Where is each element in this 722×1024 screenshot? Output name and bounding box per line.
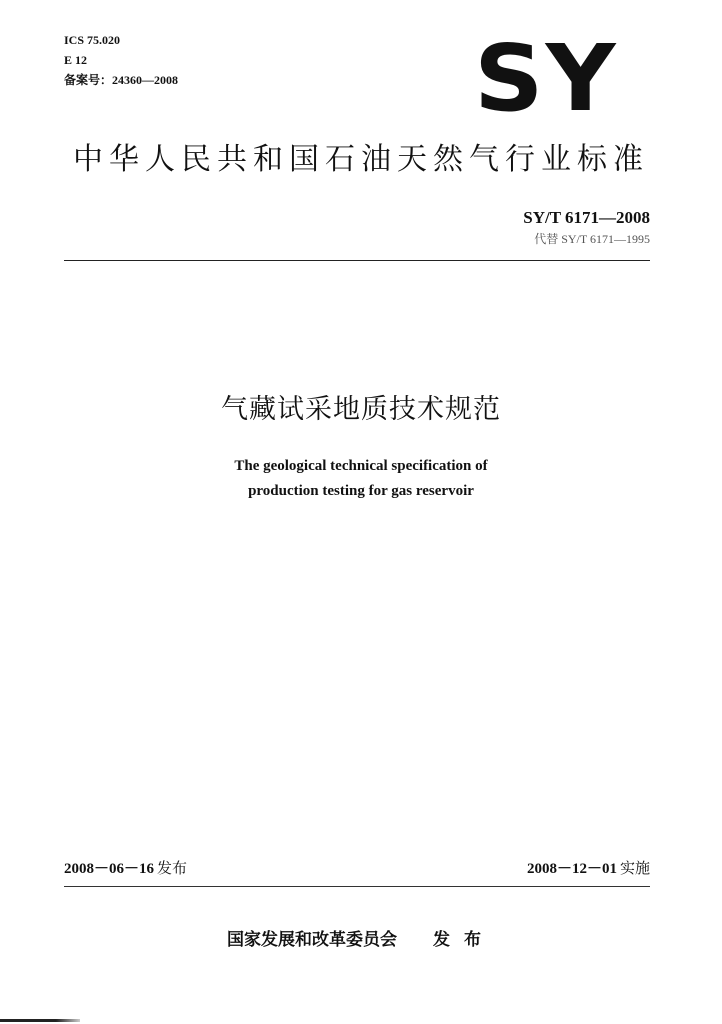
publish-date [64,857,187,880]
document-title-english [0,454,722,504]
category-code: E 12 [64,53,88,67]
effective-date [527,857,650,880]
industry-standard-header: 中华人民共和国石油天然气行业标准 [73,142,649,177]
issuer-verb: 发布 [433,930,495,950]
standard-number: SY/T 6171—2008 [523,208,650,227]
scan-artifact [0,1019,80,1022]
publish-date-value: 2008－06－16 [64,861,155,877]
replaces-standard: 代替 SY/T 6171—1995 [534,232,650,246]
sy-logo: SY [474,25,618,132]
english-title-line-1: The geological technical specification of [234,458,488,474]
standard-number-block [523,206,650,248]
issuing-authority [0,926,722,954]
ics-code: ICS 75.020 [64,33,121,47]
effective-date-value: 2008－12－01 [526,861,617,877]
classification-codes [64,30,178,90]
issuer-name: 国家发展和改革委员会 [227,930,397,950]
top-divider [64,260,650,261]
record-number: 备案号：24360—2008 [64,73,179,87]
document-title-chinese: 气藏试采地质技术规范 [221,394,501,425]
english-title-line-2: production testing for gas reservoir [248,483,474,499]
bottom-divider [64,886,650,887]
effective-date-label: 实施 [619,859,650,877]
publish-date-label: 发布 [157,859,188,877]
